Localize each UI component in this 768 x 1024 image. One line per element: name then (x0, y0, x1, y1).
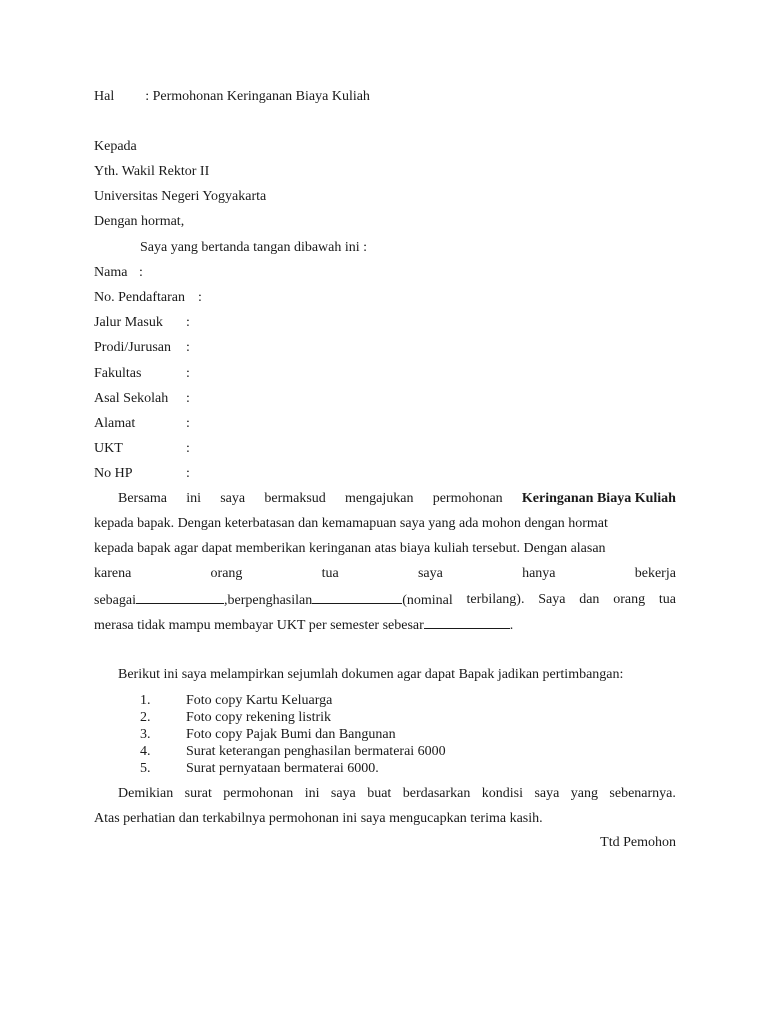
word: Bersama (118, 491, 167, 506)
fill-blank-income (312, 591, 402, 604)
body-line-6 (94, 616, 513, 635)
body-line-2: kepada bapak. Dengan keterbatasan dan kemamapuan saya yang ada mohon dengan hormat (94, 516, 608, 531)
word: ini (304, 786, 320, 801)
word: surat (184, 786, 212, 801)
word: bekerja (634, 566, 676, 581)
word: ini (186, 491, 201, 506)
list-number: 3. (140, 727, 151, 742)
field-label: Prodi/Jurusan (94, 340, 171, 355)
list-item: Foto copy Kartu Keluarga (186, 693, 333, 708)
word: dan (579, 592, 600, 607)
word: ,berpenghasilan (223, 593, 313, 608)
field-label: Fakultas (94, 366, 142, 381)
word: merasa tidak mampu membayar UKT per semester sebesar (94, 618, 424, 633)
field-colon: : (186, 416, 190, 431)
body-line-5 (94, 591, 676, 610)
closing-line-2: Atas perhatian dan terkabilnya permohonan ini saya mengucapkan terima kasih. (94, 811, 543, 826)
word: berdasarkan (402, 786, 471, 801)
field-label: No. Pendaftaran (94, 290, 185, 305)
body-line-3: kepada bapak agar dapat memberikan keringanan atas biaya kuliah tersebut. Dengan alasan (94, 541, 606, 556)
word: tua (658, 592, 676, 607)
word: kondisi (481, 786, 524, 801)
recipient-title: Yth. Wakil Rektor II (94, 164, 210, 179)
attachments-intro: Berikut ini saya melampirkan sejumlah dokumen agar dapat Bapak jadikan pertimbangan: (118, 667, 624, 682)
recipient-to: Kepada (94, 139, 137, 154)
fill-blank-ukt (424, 616, 510, 629)
word: saya (330, 786, 356, 801)
field-label: Jalur Masuk (94, 315, 163, 330)
word: bermaksud (264, 491, 326, 506)
field-label: UKT (94, 441, 123, 456)
body-line-4 (94, 565, 676, 583)
word: permohonan (432, 491, 503, 506)
list-item: Foto copy rekening listrik (186, 710, 332, 725)
word: yang (570, 786, 598, 801)
field-colon: : (186, 340, 190, 355)
word: Demikian (118, 786, 174, 801)
word: karena (94, 566, 132, 581)
field-colon: : (186, 391, 190, 406)
list-item: Surat pernyataan bermaterai 6000. (186, 761, 379, 776)
fill-blank-occupation (136, 591, 224, 604)
subject-value: : Permohonan Keringanan Biaya Kuliah (145, 89, 370, 104)
field-label: No HP (94, 466, 133, 481)
word: . (509, 618, 514, 633)
list-item: Foto copy Pajak Bumi dan Bangunan (186, 727, 396, 742)
list-number: 5. (140, 761, 151, 776)
word: saya (417, 566, 443, 581)
body-line-5-start (94, 591, 453, 610)
list-number: 2. (140, 710, 151, 725)
word: (nominal (402, 593, 453, 608)
word: buat (367, 786, 392, 801)
word: saya (534, 786, 560, 801)
word: Saya (538, 592, 566, 607)
intro-text: Saya yang bertanda tangan dibawah ini : (140, 240, 368, 255)
field-label: Nama (94, 265, 128, 280)
word: orang (613, 592, 646, 607)
word: sebenarnya. (609, 786, 676, 801)
field-label: Asal Sekolah (94, 391, 169, 406)
signature-label: Ttd Pemohon (600, 835, 676, 850)
list-number: 4. (140, 744, 151, 759)
subject-label: Hal (94, 89, 115, 104)
bold-phrase: Keringanan Biaya Kuliah (521, 491, 676, 506)
field-label: Alamat (94, 416, 136, 431)
body-line-1 (118, 490, 676, 508)
word: orang (210, 566, 243, 581)
subject-line (94, 88, 370, 106)
recipient-institution: Universitas Negeri Yogyakarta (94, 189, 267, 204)
word: hanya (522, 566, 556, 581)
list-number: 1. (140, 693, 151, 708)
word: saya (220, 491, 246, 506)
word: tua (321, 566, 339, 581)
field-colon: : (186, 315, 190, 330)
greeting: Dengan hormat, (94, 214, 185, 229)
word: terbilang). (466, 592, 525, 607)
field-colon: : (139, 265, 143, 280)
word: sebagai (94, 593, 136, 608)
word: permohonan (223, 786, 294, 801)
field-colon: : (198, 290, 202, 305)
list-item: Surat keterangan penghasilan bermaterai 6000 (186, 744, 446, 759)
closing-line-1 (118, 785, 676, 803)
word: mengajukan (345, 491, 414, 506)
field-colon: : (186, 366, 190, 381)
field-colon: : (186, 466, 190, 481)
field-colon: : (186, 441, 190, 456)
